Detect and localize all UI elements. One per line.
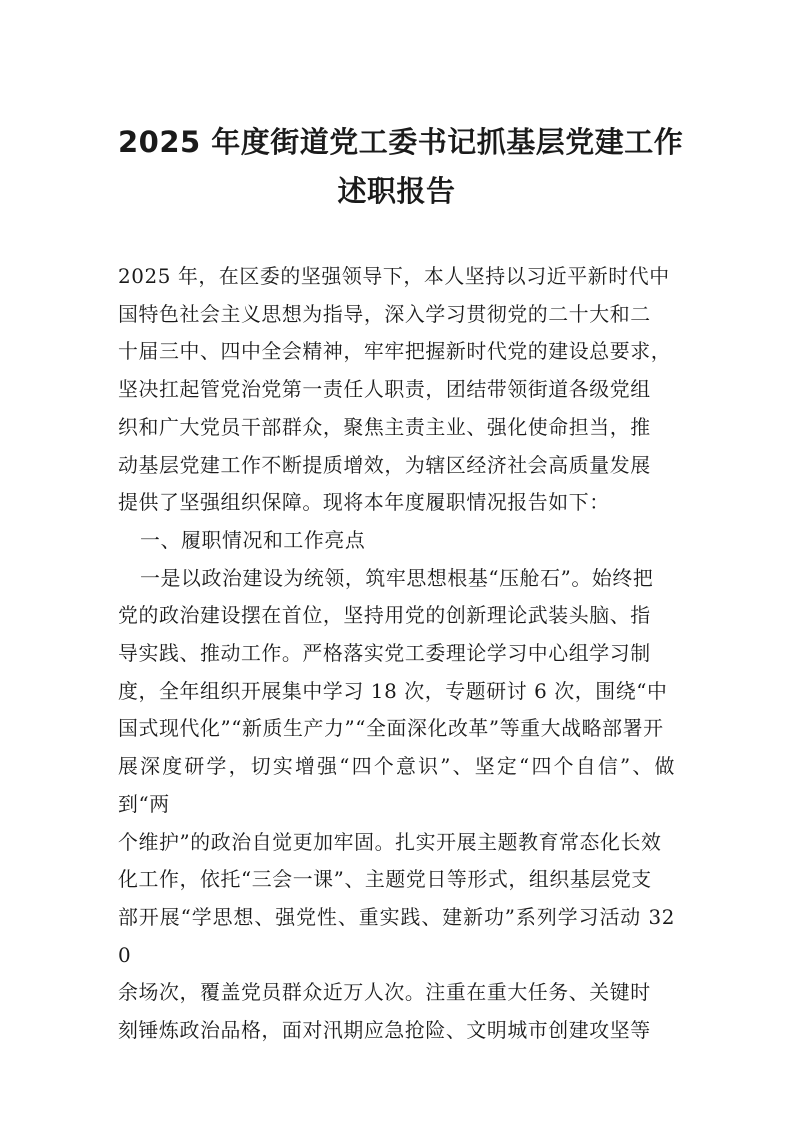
text-line: 国式现代化”“新质生产力”“全面深化改革”等重大战略部署开 [118,717,664,741]
text-line: 坚决扛起管党治党第一责任人职责，团结带领街道各级党组 [118,378,651,402]
point-one-paragraph [118,560,675,1050]
text-line: 提供了坚强组织保障。现将本年度履职情况报告如下： [118,491,610,515]
text-line: 国特色社会主义思想为指导，深入学习贯彻党的二十大和二 [118,302,651,326]
text-line: 党的政治建设摆在首位，坚持用党的创新理论武装头脑、指 [118,604,651,628]
text-line: 织和广大党员干部群众，聚焦主责主业、强化使命担当，推 [118,415,651,439]
section-heading: 一、履职情况和工作亮点 [140,528,366,552]
text-line: 化工作，依托“三会一课”、主题党日等形式，组织基层党支 [118,868,652,892]
report-body [118,258,675,1050]
report-title-line-2: 述职报告 [337,174,456,208]
text-line: 2025 年，在区委的坚强领导下，本人坚持以习近平新时代中 [118,265,670,288]
text-line: 部开展“学思想、强党性、重实践、建新功”系列学习活动 320 [118,905,675,967]
text-line: 一是以政治建设为统领，筑牢思想根基“压舱石”。始终把 [140,566,654,590]
text-line: 导实践、推动工作。严格落实党工委理论学习中心组学习制 [118,642,651,666]
report-title-line-1: 2025 年度街道党工委书记抓基层党建工作 [118,125,684,159]
text-line: 个维护”的政治自觉更加牢固。扎实开展主题教育常态化长效 [118,830,662,854]
text-line: 刻锤炼政治品格，面对汛期应急抢险、文明城市创建攻坚等 [118,1019,651,1043]
text-line: 十届三中、四中全会精神，牢牢把握新时代党的建设总要求， [118,340,672,364]
text-line: 余场次，覆盖党员群众近万人次。注重在重大任务、关键时 [118,981,651,1005]
intro-paragraph [118,258,675,522]
text-line: 动基层党建工作不断提质增效，为辖区经济社会高质量发展 [118,453,651,477]
text-line: 展深度研学，切实增强“四个意识”、坚定“四个自信”、做到“两 [118,755,675,816]
text-line: 度，全年组织开展集中学习 18 次，专题研讨 6 次，围绕“中 [118,679,668,703]
